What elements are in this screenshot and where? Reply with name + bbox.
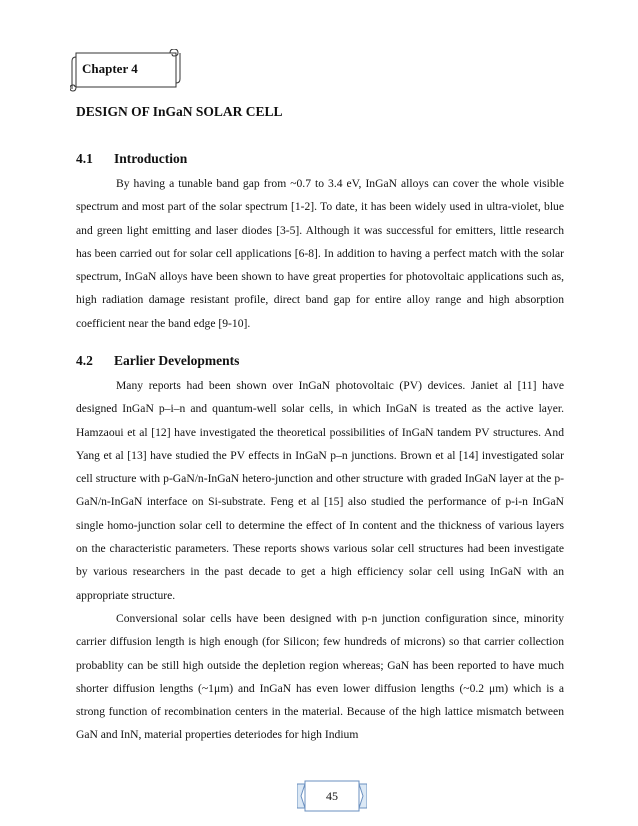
section-heading-earlier-developments <box>76 353 239 369</box>
section-number: 4.2 <box>76 353 93 368</box>
page-number-ribbon <box>297 780 367 812</box>
chapter-title: DESIGN OF InGaN SOLAR CELL <box>76 104 283 119</box>
chapter-label: Chapter 4 <box>82 61 138 76</box>
section-number: 4.1 <box>76 151 93 166</box>
paragraph: By having a tunable band gap from ~0.7 to 3.4 eV, InGaN alloys can cover the whole visible spectrum and most part of the solar spectrum [1-2]. To date, it has been widely used in ultra-violet, blue and green light emitting and laser diodes [3-5]. Although it was successful for emitters, little research has been carried out for solar cell applications [6-8]. In addition to having a perfect match with the solar spectrum, InGaN alloys have been shown to have great properties for photovoltaic applications such as, high radiation damage resistant profile, direct band gap for entire alloy range and high absorption coefficient near the band edge [9-10]. <box>76 177 564 330</box>
section-title: Earlier Developments <box>114 353 240 368</box>
section-body-introduction <box>76 172 564 335</box>
section-heading-introduction <box>76 151 187 167</box>
section-title: Introduction <box>114 151 188 166</box>
section-body-earlier-developments <box>76 374 564 747</box>
paragraph: Conversional solar cells have been designed with p-n junction configuration since, minority carrier diffusion length is high enough (for Silicon; few hundreds of microns) so that carrier collection probablity can be still high outside the depletion region whereas; GaN has been reported to have much shorter diffusion lengths (~1μm) and InGaN has even lower diffusion lengths (~0.2 μm) which is a strong function of recombination centers in the material. Because of the high lattice mismatch between GaN and InN, material properties deteriodes for high Indium <box>76 611 564 742</box>
page-number: 45 <box>326 789 338 803</box>
chapter-scroll-banner <box>70 49 182 95</box>
paragraph: Many reports had been shown over InGaN photovoltaic (PV) devices. Janiet al [11] have designed InGaN p–i–n and quantum-well solar cells, in which InGaN is treated as the active layer. Hamzaoui et al [12] have investigated the theoretical possibilities of InGaN tandem PV structures. And Yang et al [13] have studied the PV effects in InGaN p–n junctions. Brown et al [14] investigated solar cell structure with p-GaN/n-InGaN hetero-junction and other structure with graded InGaN layer at the p-GaN/n-InGaN interface on Si-substrate. Feng et al [15] also studied the performance of p-i-n InGaN single homo-junction solar cell to determine the effect of In content and the thickness of various layers on the characteristic parameters. These reports shows various solar cell structures had been investigate by various researchers in the past decade to get a high efficiency solar cell using InGaN with an appropriate structure. <box>76 379 564 602</box>
